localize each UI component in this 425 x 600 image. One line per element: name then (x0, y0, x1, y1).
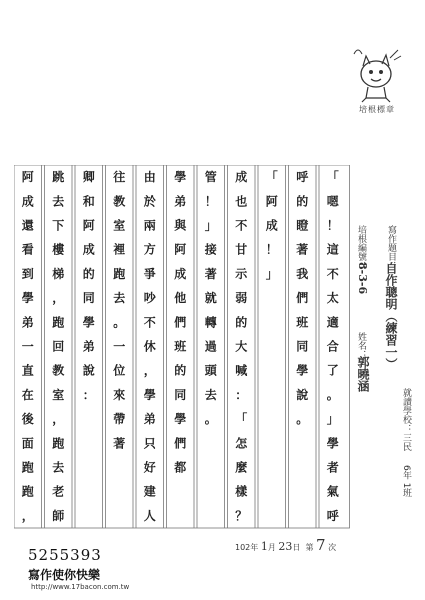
handwritten-char: 弱 (235, 291, 248, 306)
handwritten-char: 適 (326, 315, 339, 330)
page-prefix: 第 (305, 543, 314, 552)
handwritten-char: 在 (21, 387, 34, 402)
handwritten-char: 們 (174, 315, 187, 330)
handwritten-char: 喊 (235, 363, 248, 378)
handwritten-char: 看 (21, 242, 34, 257)
handwritten-char: 與 (174, 218, 187, 233)
handwritten-char: ， (52, 291, 65, 306)
handwritten-char: 同 (82, 291, 95, 306)
handwritten-char: ！ (265, 242, 278, 257)
handwritten-char: 太 (326, 291, 339, 306)
handwritten-char: 怎 (235, 436, 248, 451)
handwritten-char: 去 (52, 194, 65, 209)
handwritten-char: 。 (296, 412, 309, 427)
handwritten-char: 直 (21, 363, 34, 378)
name-value: 郭曉涵 (356, 356, 370, 392)
handwritten-char: 呼 (296, 170, 309, 185)
handwritten-char: 建 (143, 484, 156, 499)
handwritten-char: 弟 (143, 412, 156, 427)
handwritten-char: 。 (326, 387, 339, 402)
handwritten-char: 接 (204, 242, 217, 257)
handwritten-char: 學 (21, 291, 34, 306)
handwritten-char: 「 (265, 170, 278, 185)
handwritten-char: 室 (52, 387, 65, 402)
handwritten-char: 一 (21, 339, 34, 354)
handwritten-char: 成 (265, 218, 278, 233)
month-unit: 月 (267, 543, 276, 552)
handwritten-char: 下 (52, 218, 65, 233)
handwritten-char: 同 (296, 339, 309, 354)
handwritten-char: 教 (52, 363, 65, 378)
handwritten-char: 和 (82, 194, 95, 209)
handwritten-char: 班 (174, 339, 187, 354)
handwritten-char: 阿 (174, 242, 187, 257)
handwritten-char: 老 (52, 484, 65, 499)
handwritten-char: 回 (52, 339, 65, 354)
handwritten-char: 管 (204, 170, 217, 185)
handwritten-char: 轉 (204, 315, 217, 330)
handwritten-char: 跑 (21, 460, 34, 475)
handwritten-char: 「 (326, 170, 339, 185)
handwritten-char: 師 (52, 508, 65, 523)
date-day: 23 (278, 540, 293, 553)
handwritten-char: 者 (326, 460, 339, 475)
date-month: 1 (260, 540, 268, 553)
handwritten-char: 成 (21, 194, 34, 209)
handwritten-char: 著 (204, 266, 217, 281)
school-label: 就讀學校：三民 (401, 388, 411, 451)
handwritten-char: ， (143, 363, 156, 378)
handwritten-char: 跑 (52, 315, 65, 330)
handwritten-char: 合 (326, 339, 339, 354)
handwritten-char: 卿 (82, 170, 95, 185)
date-year: 102年 (235, 543, 259, 552)
handwritten-char: 好 (143, 460, 156, 475)
page-number: 7 (316, 536, 326, 554)
handwritten-char: 著 (296, 242, 309, 257)
handwritten-char: 瞪 (296, 218, 309, 233)
handwritten-char: 休 (143, 339, 156, 354)
handwritten-char: 說 (296, 387, 309, 402)
handwritten-char: 的 (174, 363, 187, 378)
handwritten-char: ， (52, 412, 65, 427)
handwritten-char: 到 (21, 266, 34, 281)
handwritten-char: 學 (296, 363, 309, 378)
handwritten-char: 帶 (113, 412, 126, 427)
handwritten-char: 「 (235, 412, 248, 427)
handwritten-char: 裡 (113, 242, 126, 257)
handwritten-char: 吵 (143, 291, 156, 306)
handwritten-char: 阿 (21, 170, 34, 185)
handwritten-char: 學 (82, 315, 95, 330)
brand-url: http://www.17bacon.com.tw (31, 583, 130, 591)
handwritten-char: 阿 (82, 218, 95, 233)
handwritten-char: 不 (326, 266, 339, 281)
handwritten-char: 們 (174, 436, 187, 451)
handwritten-char: 於 (143, 194, 156, 209)
handwritten-char: 就 (204, 291, 217, 306)
handwritten-char: 的 (82, 266, 95, 281)
handwritten-char: 頭 (204, 363, 217, 378)
handwritten-char: 都 (174, 460, 187, 475)
handwritten-char: 我 (296, 266, 309, 281)
handwritten-char: ！ (204, 194, 217, 209)
handwritten-char: 還 (21, 218, 34, 233)
handwritten-char: 來 (113, 387, 126, 402)
handwritten-char: 跑 (113, 266, 126, 281)
handwritten-char: ？ (235, 508, 248, 523)
handwritten-char: 學 (174, 412, 187, 427)
handwritten-char: 們 (296, 291, 309, 306)
handwritten-char: 氣 (326, 484, 339, 499)
grade-label: 6年 1班 (401, 465, 411, 498)
handwritten-char: 麼 (235, 460, 248, 475)
handwritten-char: 過 (204, 339, 217, 354)
handwritten-char: 同 (174, 387, 187, 402)
handwritten-char: 去 (204, 387, 217, 402)
handwritten-char: 大 (235, 339, 248, 354)
handwritten-char: 學 (174, 170, 187, 185)
handwritten-char: 樓 (52, 242, 65, 257)
handwritten-char: 樣 (235, 484, 248, 499)
handwritten-char: 位 (113, 363, 126, 378)
handwritten-char: 甘 (235, 242, 248, 257)
handwritten-char: 去 (52, 460, 65, 475)
handwritten-char: 他 (174, 291, 187, 306)
handwritten-char: 嗯 (326, 194, 339, 209)
handwritten-char: 後 (21, 412, 34, 427)
handwritten-char: 面 (21, 436, 34, 451)
handwritten-char: 也 (235, 194, 248, 209)
handwritten-char: 兩 (143, 218, 156, 233)
day-unit: 日 (292, 543, 301, 552)
submission-date (235, 536, 336, 554)
handwritten-char: 示 (235, 266, 248, 281)
handwritten-char: 的 (235, 315, 248, 330)
handwritten-char: 學 (326, 436, 339, 451)
handwritten-char: 爭 (143, 266, 156, 281)
handwritten-char: ： (82, 387, 95, 402)
handwritten-char: 這 (326, 242, 339, 257)
handwritten-char: 人 (143, 508, 156, 523)
stamp-label: 培根標章 (359, 105, 395, 114)
barcode-number: 5255393 (28, 546, 102, 564)
handwritten-char: 。 (113, 315, 126, 330)
handwritten-char: 方 (143, 242, 156, 257)
handwritten-char: 教 (113, 194, 126, 209)
handwritten-char: 往 (113, 170, 126, 185)
handwritten-char: 弟 (21, 315, 34, 330)
handwritten-char: 著 (113, 436, 126, 451)
handwritten-char: 弟 (174, 194, 187, 209)
handwritten-char: 。 (204, 412, 217, 427)
handwritten-char: 的 (296, 194, 309, 209)
handwritten-char: 跑 (52, 436, 65, 451)
title-value: 自作聰明（練習一） (384, 262, 398, 370)
handwritten-char: 」 (265, 266, 278, 281)
handwritten-char: 成 (235, 170, 248, 185)
handwritten-char: ： (235, 387, 248, 402)
handwritten-char: 弟 (82, 339, 95, 354)
handwritten-char: 梯 (52, 266, 65, 281)
code-label: 培根編號： (356, 225, 366, 270)
brand-slogan: 寫作使你快樂 (28, 568, 101, 582)
handwritten-char: 」 (204, 218, 217, 233)
handwritten-char: 去 (113, 291, 126, 306)
handwritten-char: 成 (82, 242, 95, 257)
handwritten-char: ！ (326, 218, 339, 233)
handwritten-char: 不 (143, 315, 156, 330)
page-unit: 次 (328, 543, 337, 552)
handwritten-char: 了 (326, 363, 339, 378)
handwritten-char: 室 (113, 218, 126, 233)
handwritten-char: 成 (174, 266, 187, 281)
handwritten-char: 班 (296, 315, 309, 330)
handwritten-char: ， (21, 508, 34, 523)
writing-grid (14, 165, 411, 530)
handwritten-char: 說 (82, 363, 95, 378)
handwritten-char: 跳 (52, 170, 65, 185)
handwritten-char: 只 (143, 436, 156, 451)
handwritten-char: 阿 (265, 194, 278, 209)
code-value: 8-3-6 (356, 262, 369, 295)
handwritten-char: 呼 (326, 508, 339, 523)
handwritten-char: 由 (143, 170, 156, 185)
handwritten-char: 跑 (21, 484, 34, 499)
handwritten-char: 學 (143, 387, 156, 402)
handwritten-char: 不 (235, 218, 248, 233)
handwritten-char: 」 (326, 412, 339, 427)
name-label: 姓名： (356, 332, 366, 359)
handwritten-char: 一 (113, 339, 126, 354)
title-label: 寫作題目： (386, 225, 396, 270)
